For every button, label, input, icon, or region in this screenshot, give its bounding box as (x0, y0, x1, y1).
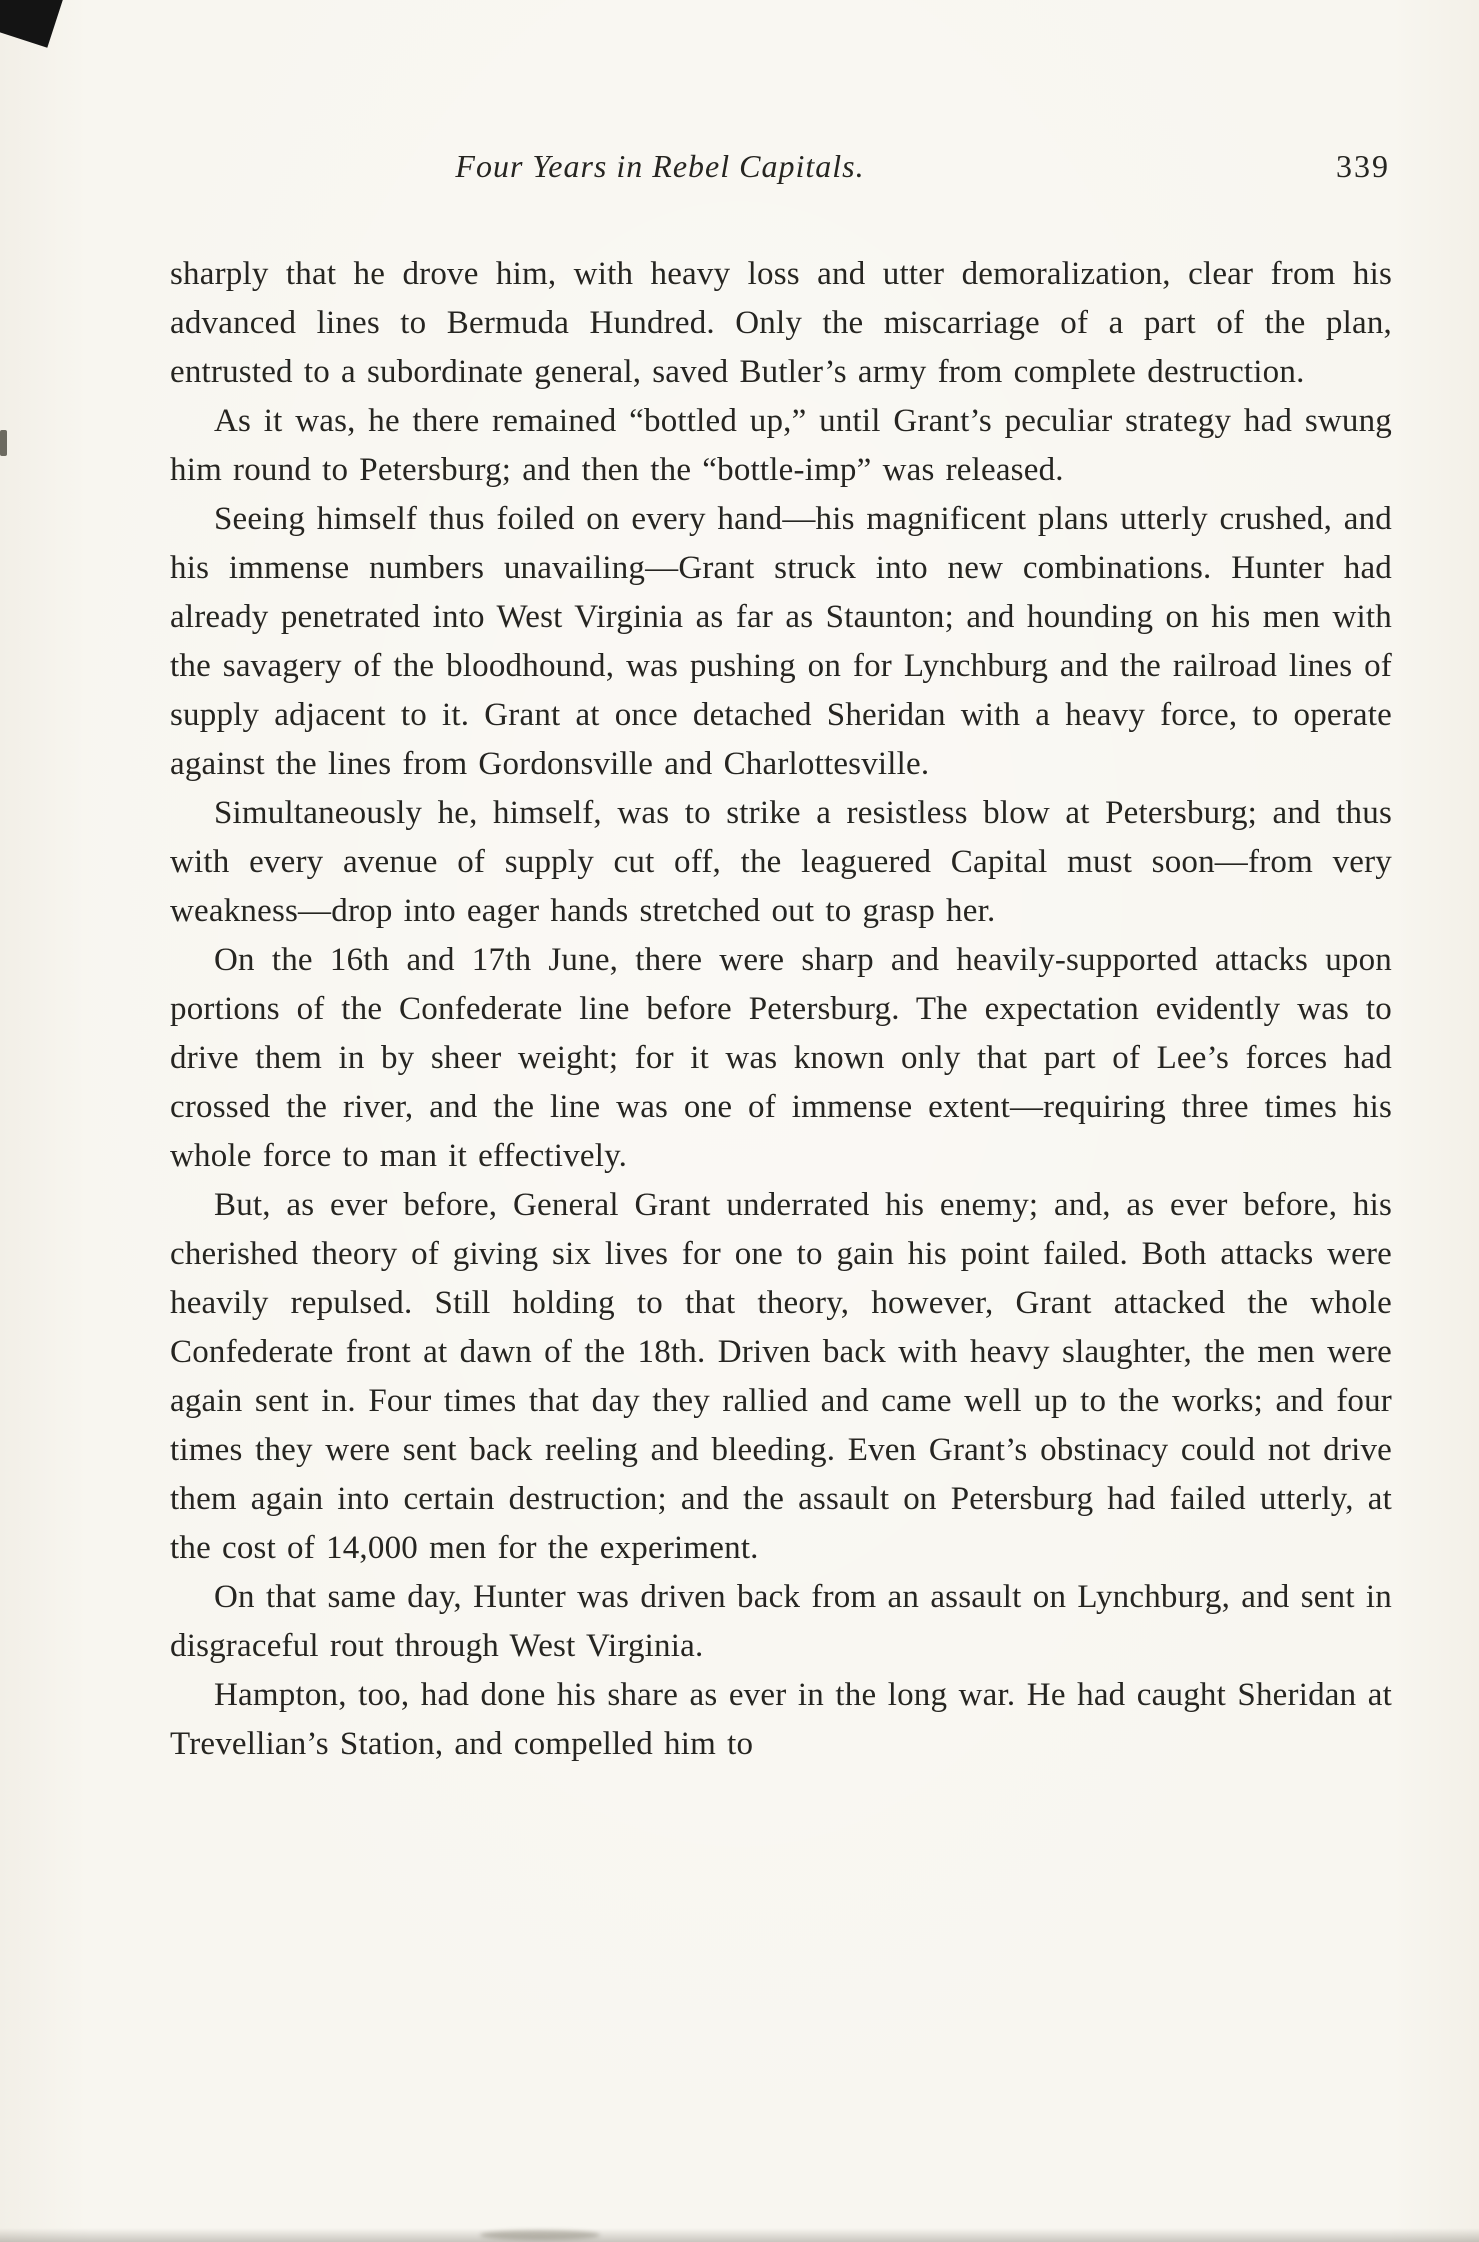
paragraph-3: Seeing himself thus foiled on every hand—his magnificent plans utterly crushed, and his immense numbers unavailing—Grant struck into new combinations. Hunter had already penetrated into West Virginia as far as Staunton; and hounding on his men with the savagery of the bloodhound, was pushing on for Lynchburg and the railroad lines of supply adjacent to it. Grant at once detached Sheridan with a heavy force, to operate against the lines from Gordonsville and Charlottesville. (170, 501, 1392, 782)
paragraph-4: Simultaneously he, himself, was to strike a resistless blow at Petersburg; and thus with every avenue of supply cut off, the leaguered Capital must soon—from very weakness—drop into eager hands stretched out to grasp her. (170, 795, 1392, 929)
paragraph-8: Hampton, too, had done his share as ever in the long war. He had caught Sheridan at Trevellian’s Station, and compelled him to (170, 1677, 1392, 1762)
scan-corner-artifact (0, 0, 65, 48)
running-head (170, 148, 1390, 194)
paragraph-1: sharply that he drove him, with heavy loss and utter demoralization, clear from his advanced lines to Bermuda Hundred. Only the miscarriage of a part of the plan, entrusted to a subordinate general, saved Butler’s army from complete destruction. (170, 256, 1392, 390)
body-text (170, 250, 1392, 1769)
scan-bottom-shadow (0, 2228, 1479, 2242)
scan-edge-speck (0, 430, 7, 456)
page-number: 339 (1336, 148, 1390, 184)
paragraph-5: On the 16th and 17th June, there were sharp and heavily-supported attacks upon portions of the Confederate line before Petersburg. The expectation evidently was to drive them in by sheer weight; for it was known only that part of Lee’s forces had crossed the river, and the line was one of immense extent—requiring three times his whole force to man it effectively. (170, 942, 1392, 1174)
paragraph-2: As it was, he there remained “bottled up,” until Grant’s peculiar strategy had swung him round to Petersburg; and then the “bottle-imp” was released. (170, 403, 1392, 488)
running-head-title: Four Years in Rebel Capitals. (455, 148, 865, 184)
paragraph-6: But, as ever before, General Grant underrated his enemy; and, as ever before, his cherished theory of giving six lives for one to gain his point failed. Both attacks were heavily repulsed. Still holding to that theory, however, Grant attacked the whole Confederate front at dawn of the 18th. Driven back with heavy slaughter, the men were again sent in. Four times that day they rallied and came well up to the works; and four times they were sent back reeling and bleeding. Even Grant’s obstinacy could not drive them again into certain destruction; and the assault on Petersburg had failed utterly, at the cost of 14,000 men for the experiment. (170, 1187, 1392, 1566)
paragraph-7: On that same day, Hunter was driven back from an assault on Lynchburg, and sent in disgraceful rout through West Virginia. (170, 1579, 1392, 1664)
